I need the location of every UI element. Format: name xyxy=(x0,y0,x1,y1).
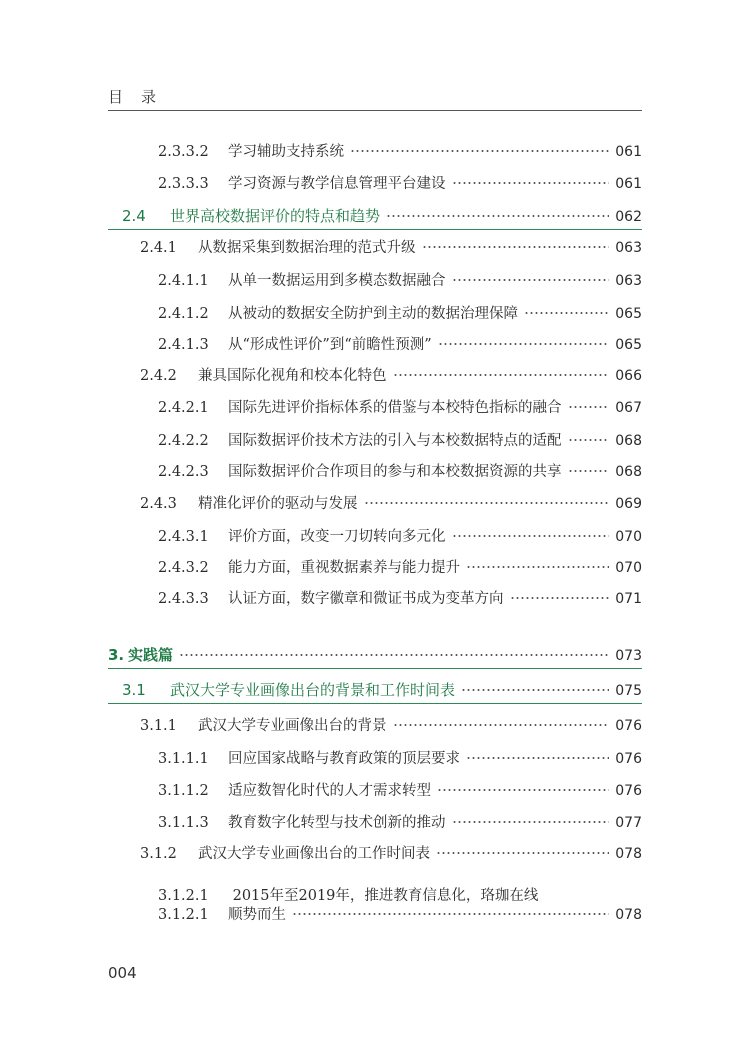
toc-entry[interactable] xyxy=(158,302,642,323)
toc-entry[interactable] xyxy=(158,172,642,193)
toc-entry-number: 2.4.1.1 xyxy=(158,273,209,289)
toc-entry-number: 2.4.1 xyxy=(140,240,177,256)
toc-entry-title: 武汉大学专业画像出台的工作时间表 xyxy=(198,846,430,862)
toc-entry-number: 2.4.1.2 xyxy=(158,306,209,322)
dot-leader xyxy=(466,753,609,763)
toc-entry-continued-line xyxy=(158,884,538,905)
running-head: 目录 xyxy=(108,88,175,106)
dot-leader xyxy=(452,178,610,188)
toc-entry[interactable] xyxy=(140,714,642,735)
toc-entry-number: 2.4 xyxy=(122,207,146,225)
toc-entry-title: 评价方面，改变一刀切转向多元化 xyxy=(228,529,446,545)
toc-entry-page: 076 xyxy=(615,751,642,767)
toc-entry-title: 从“形成性评价”到“前瞻性预测” xyxy=(228,337,432,353)
dot-leader xyxy=(466,562,609,572)
toc-entry-page: 061 xyxy=(615,144,642,160)
toc-entry-number: 2.4.2 xyxy=(140,368,177,384)
toc-entry-title: 顺势而生 xyxy=(228,907,286,923)
toc-entry-page: 062 xyxy=(615,209,642,225)
toc-entry-title: 武汉大学专业画像出台的背景和工作时间表 xyxy=(170,681,456,699)
dot-leader xyxy=(422,242,610,252)
toc-entry-title: 国际数据评价技术方法的引入与本校数据特点的适配 xyxy=(228,433,562,449)
toc-entry-title: 回应国家战略与教育政策的顶层要求 xyxy=(228,751,460,767)
toc-entry-title: 从数据采集到数据治理的范式升级 xyxy=(198,240,416,256)
dot-leader xyxy=(568,435,610,445)
toc-entry-page: 070 xyxy=(615,560,642,576)
toc-entry-number: 2.4.3.2 xyxy=(158,560,209,576)
toc-entry-number: 3.1 xyxy=(122,681,146,699)
dot-leader xyxy=(393,370,610,380)
toc-entry[interactable] xyxy=(158,460,642,481)
toc-entry[interactable] xyxy=(158,747,642,768)
toc-entry[interactable] xyxy=(140,842,642,863)
toc-entry-number: 3.1.1 xyxy=(140,718,177,734)
page-number: 004 xyxy=(108,964,137,982)
toc-entry-title: 实践篇 xyxy=(128,646,174,664)
section-rule xyxy=(108,668,642,669)
toc-entry-number: 2.4.2.3 xyxy=(158,464,209,480)
dot-leader xyxy=(386,211,609,221)
toc-entry-page: 067 xyxy=(615,400,642,416)
toc-entry[interactable] xyxy=(158,396,642,417)
toc-entry-title: 学习资源与教学信息管理平台建设 xyxy=(228,176,446,192)
toc-entry-number: 3.1.2.1 xyxy=(158,907,209,923)
toc-entry-title: 教育数字化转型与技术创新的推动 xyxy=(228,815,446,831)
toc-entry-page: 077 xyxy=(615,815,642,831)
toc-entry-title-line1: 2015年至2019年，推进教育信息化，珞珈在线 xyxy=(232,888,539,904)
toc-entry-page: 066 xyxy=(615,368,642,384)
toc-entry-page: 061 xyxy=(615,176,642,192)
toc-entry-title: 武汉大学专业画像出台的背景 xyxy=(198,718,387,734)
toc-entry[interactable] xyxy=(140,364,642,385)
toc-entry-page: 073 xyxy=(615,648,642,664)
toc-entry[interactable] xyxy=(158,140,642,161)
toc-entry-page: 068 xyxy=(615,433,642,449)
dot-leader xyxy=(350,146,609,156)
toc-entry[interactable] xyxy=(158,525,642,546)
dot-leader xyxy=(568,466,610,476)
toc-entry[interactable] xyxy=(158,779,642,800)
toc-entry[interactable] xyxy=(158,269,642,290)
toc-entry[interactable] xyxy=(108,644,642,665)
toc-entry-page: 068 xyxy=(615,464,642,480)
toc-entry[interactable] xyxy=(122,679,642,700)
toc-entry-number: 2.4.2.1 xyxy=(158,400,209,416)
toc-entry-page: 063 xyxy=(615,273,642,289)
toc-entry[interactable] xyxy=(158,429,642,450)
toc-entry-title: 精准化评价的驱动与发展 xyxy=(198,496,358,512)
toc-entry[interactable] xyxy=(158,903,642,924)
dot-leader xyxy=(452,275,610,285)
dot-leader xyxy=(438,339,610,349)
dot-leader xyxy=(436,848,609,858)
toc-entry[interactable] xyxy=(122,205,642,226)
toc-entry-number: 3. xyxy=(108,646,125,664)
dot-leader xyxy=(452,817,610,827)
dot-leader xyxy=(393,720,610,730)
toc-entry-title: 认证方面，数字徽章和微证书成为变革方向 xyxy=(228,591,504,607)
toc-entry[interactable] xyxy=(158,587,642,608)
toc-entry-title: 国际先进评价指标体系的借鉴与本校特色指标的融合 xyxy=(228,400,562,416)
dot-leader xyxy=(452,531,610,541)
toc-entry-title: 适应数智化时代的人才需求转型 xyxy=(228,783,431,799)
section-rule xyxy=(108,703,642,704)
dot-leader xyxy=(568,402,610,412)
toc-entry-number: 2.4.3.3 xyxy=(158,591,209,607)
toc-entry-title: 兼具国际化视角和校本化特色 xyxy=(198,368,387,384)
toc-entry-number: 2.4.3 xyxy=(140,496,177,512)
toc-entry-title: 从单一数据运用到多模态数据融合 xyxy=(228,273,446,289)
toc-entry-page: 076 xyxy=(615,783,642,799)
toc-entry-number: 3.1.1.1 xyxy=(158,751,209,767)
toc-entry-number: 3.1.2 xyxy=(140,846,177,862)
toc-entry[interactable] xyxy=(158,333,642,354)
toc-entry-title: 从被动的数据安全防护到主动的数据治理保障 xyxy=(228,306,518,322)
toc-entry[interactable] xyxy=(140,236,642,257)
dot-leader xyxy=(364,498,610,508)
toc-entry-page: 078 xyxy=(615,907,642,923)
toc-entry-number: 2.4.1.3 xyxy=(158,337,209,353)
toc-entry-page: 076 xyxy=(615,718,642,734)
toc-entry-number: 3.1.2.1 xyxy=(158,888,209,904)
toc-entry[interactable] xyxy=(158,556,642,577)
dot-leader xyxy=(510,593,610,603)
toc-entry-title: 世界高校数据评价的特点和趋势 xyxy=(170,207,381,225)
toc-entry-page: 069 xyxy=(615,496,642,512)
toc-entry-page: 078 xyxy=(615,846,642,862)
toc-entry-page: 065 xyxy=(615,306,642,322)
dot-leader xyxy=(292,909,609,919)
dot-leader xyxy=(179,650,609,660)
dot-leader xyxy=(461,685,609,695)
toc-entry-title: 学习辅助支持系统 xyxy=(228,144,344,160)
toc-entry-title: 能力方面，重视数据素养与能力提升 xyxy=(228,560,460,576)
dot-leader xyxy=(437,785,609,795)
toc-entry-number: 2.3.3.3 xyxy=(158,176,209,192)
dot-leader xyxy=(524,308,609,318)
toc-entry-page: 070 xyxy=(615,529,642,545)
toc-entry-number: 2.3.3.2 xyxy=(158,144,209,160)
toc-entry-page: 075 xyxy=(615,683,642,699)
toc-entry[interactable] xyxy=(158,811,642,832)
toc-entry-title: 国际数据评价合作项目的参与和本校数据资源的共享 xyxy=(228,464,562,480)
toc-entry-number: 2.4.2.2 xyxy=(158,433,209,449)
toc-entry-page: 065 xyxy=(615,337,642,353)
toc-entry-number: 3.1.1.3 xyxy=(158,815,209,831)
toc-entry-page: 071 xyxy=(615,591,642,607)
toc-entry-number: 2.4.3.1 xyxy=(158,529,209,545)
toc-entry[interactable] xyxy=(140,492,642,513)
toc-entry-page: 063 xyxy=(615,240,642,256)
section-rule xyxy=(108,229,642,230)
toc-entry-number: 3.1.1.2 xyxy=(158,783,209,799)
